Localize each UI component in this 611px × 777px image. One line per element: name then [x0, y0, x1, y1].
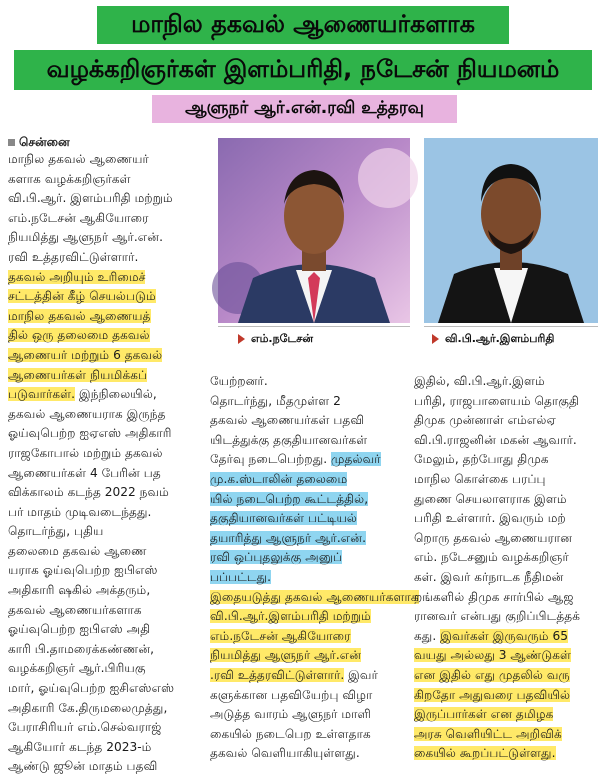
- text-line: ஆகியோர் கடந்த 2023-ம்: [8, 739, 152, 754]
- highlighted-text: ஆணையர்கள் நியமிக்கப்: [8, 367, 148, 382]
- text-line: அதிகாரி கே.திருமலைமுத்து,: [8, 700, 168, 715]
- highlighted-text: மு.க.ஸ்டாலின் தலைமை: [210, 471, 348, 486]
- text-line: ராஜகோபால் மற்றும் தகவல்: [8, 445, 163, 460]
- text-span: தேர்வு நடைபெற்றது.: [210, 452, 332, 467]
- text-line: ரவி உத்தரவிட்டுள்ளார்.: [8, 249, 139, 264]
- text-line: றொரு தகவல் ஆணையரான: [414, 530, 573, 545]
- highlighted-text: எம்.நடேசன் ஆகியோரை: [210, 628, 351, 643]
- highlighted-text: தகவல் அறியும் உரிமைச்: [8, 269, 146, 284]
- photo-caption: [424, 328, 598, 350]
- highlighted-text: .ரவி உத்தரவிட்டுள்ளார்.: [210, 667, 345, 682]
- text-line: தொடர்ந்து, புதிய: [8, 524, 104, 539]
- text-line: தொடர்ந்து, மீதமுள்ள 2: [210, 393, 341, 408]
- text-span: இவர்: [344, 667, 378, 682]
- text-line: [8, 307, 204, 327]
- text-line: களுக்கான பதவியேற்பு விழா: [210, 687, 373, 702]
- article-column-3: [414, 372, 606, 764]
- text-line: பேராசிரியர் எம்.செல்வராஜ்: [8, 720, 162, 735]
- highlighted-text: அரசு வெளியிட்ட அறிவிக்: [414, 726, 562, 741]
- text-line: ஓய்வுபெற்ற ஐஏஎஸ் அதிகாரி: [8, 426, 172, 441]
- text-line: [210, 666, 408, 686]
- caption-text: எம்.நடேசன்: [251, 331, 313, 345]
- caption-text: வி.பி.ஆர்.இளம்பரிதி: [445, 331, 555, 345]
- text-line: [210, 627, 408, 647]
- text-line: [8, 326, 204, 346]
- text-line: பரிதி, ராஜபாளையம் தொகுதி: [414, 393, 580, 408]
- highlighted-text: என இதில் எது முதலில் வரு: [414, 667, 570, 682]
- text-line: யராக ஓய்வுபெற்ற ஐபிஎஸ்: [8, 563, 158, 578]
- headline-line-1: மாநில தகவல் ஆணையர்களாக: [97, 6, 509, 44]
- natesan-photo: [218, 138, 410, 323]
- text-line: தகவல் ஆணையர்களாக: [8, 602, 142, 617]
- text-line: யிடத்துக்கு தகுதியானவர்கள்: [210, 432, 368, 447]
- text-line: [210, 450, 408, 470]
- text-line: [8, 366, 204, 386]
- highlighted-text: பப்பட்டது.: [210, 569, 272, 584]
- highlighted-text: மாநில தகவல் ஆணையத்: [8, 308, 151, 323]
- text-line: [414, 725, 606, 745]
- text-line: ஆணையர்கள் 4 பேரின் பத: [8, 465, 161, 480]
- caption-bullet-icon: [432, 334, 439, 344]
- text-line: திமுக முன்னாள் எம்எல்ஏ: [414, 413, 557, 428]
- photo-caption: [218, 328, 410, 350]
- text-line: யேற்றனர்.: [210, 374, 268, 388]
- text-line: கள். இவர் கர்நாடக நீதிமன்: [414, 569, 564, 584]
- text-line: [414, 705, 606, 725]
- text-line: அடுத்த வாரம் ஆளுநர் மாளி: [210, 707, 372, 722]
- text-line: களாக வழக்கறிஞர்கள்: [8, 171, 131, 186]
- text-line: றங்களில் திமுக சார்பில் ஆஜ: [414, 589, 574, 604]
- dateline-text: சென்னை: [19, 135, 70, 149]
- headline-subtitle: ஆளுநர் ஆர்.என்.ரவி உத்தரவு: [152, 95, 457, 123]
- text-line: [210, 490, 408, 510]
- article-column-1: [8, 150, 204, 777]
- highlighted-text: ஆணையர் மற்றும் 6 தகவல்: [8, 347, 163, 362]
- highlighted-text: வி.பி.ஆர்.இளம்பரிதி மற்றும்: [210, 609, 371, 624]
- paragraph: [8, 268, 204, 523]
- highlighted-text: ரவி ஒப்புதலுக்கு அனுப்: [210, 550, 343, 565]
- text-line: தகவல் வெளியாகியுள்ளது.: [210, 746, 360, 761]
- dateline: [8, 135, 70, 151]
- text-line: [210, 529, 408, 549]
- text-line: இதில், வி.பி.ஆர்.இளம்: [414, 374, 545, 388]
- highlighted-text: படுவார்கள்.: [8, 387, 76, 402]
- text-line: [8, 346, 204, 366]
- highlighted-text: இருப்பார்கள் என தமிழக: [414, 707, 554, 722]
- article-column-2: [210, 372, 419, 764]
- text-line: [210, 588, 419, 608]
- headline-line-2: வழக்கறிஞர்கள் இளம்பரிதி, நடேசன் நியமனம்: [14, 50, 592, 90]
- text-line: [210, 470, 408, 490]
- highlighted-text: இதையடுத்து தகவல் ஆணையர்களாக: [210, 589, 419, 604]
- highlighted-text: நியமித்து ஆளுநர் ஆர்.என்: [210, 648, 362, 663]
- dateline-square-icon: [8, 139, 15, 146]
- text-line: கையில் நடைபெற உள்ளதாக: [210, 726, 371, 741]
- highlighted-text: இவர்கள் இருவரும் 65: [440, 628, 568, 643]
- highlighted-text: தயாரித்து ஆளுநர் ஆர்.என்.: [210, 530, 366, 545]
- text-line: வழக்கறிஞர் ஆர்.பிரியகு: [8, 661, 146, 676]
- text-line: காரி பி.தாமரைக்கண்ணன்,: [8, 641, 155, 656]
- text-line: [8, 385, 204, 405]
- text-line: ஓய்வுபெற்ற ஐபிஎஸ் அதி: [8, 622, 151, 637]
- text-line: மாநில கொள்கை பரப்பு: [414, 471, 546, 486]
- caption-bullet-icon: [238, 334, 245, 344]
- highlighted-text: தில் ஒரு தலைமை தகவல்: [8, 328, 150, 343]
- text-line: வி.பி.ஆர். இளம்பரிதி மற்றும்: [8, 191, 173, 206]
- text-line: துணை செயலாளராக இளம்: [414, 491, 567, 506]
- text-line: தகவல் ஆணையர்கள் பதவி: [210, 413, 365, 428]
- text-line: விக்காலம் கடந்த 2022 நவம்: [8, 485, 169, 500]
- text-line: மார், ஓய்வுபெற்ற ஐசிஎஸ்எஸ்: [8, 681, 175, 696]
- text-line: வி.பி.ராஜனின் மகன் ஆவார்.: [414, 432, 577, 447]
- text-line: பரிதி உள்ளார். இவரும் மற்: [414, 511, 566, 526]
- text-line: அதிகாரி ஷகில் அக்தரும்,: [8, 583, 151, 598]
- text-line: [414, 627, 606, 647]
- text-line: [8, 287, 204, 307]
- highlighted-text: முதல்வர்: [331, 452, 381, 467]
- highlighted-text: கையில் கூறப்பட்டுள்ளது.: [414, 746, 556, 761]
- text-line: [210, 509, 408, 529]
- text-line: தலைமை தகவல் ஆணை: [8, 543, 147, 558]
- text-line: மேலும், தற்போது திமுக: [414, 452, 549, 467]
- text-line: எம்.நடேசன் ஆகியோரை: [8, 210, 149, 225]
- text-line: தகவல் ஆணையராக இருந்த: [8, 406, 166, 421]
- highlighted-text: வயது அல்லது 3 ஆண்டுகள்: [414, 648, 571, 663]
- text-line: [210, 548, 408, 568]
- caption-rule: [218, 326, 410, 327]
- text-line: [210, 607, 408, 627]
- text-line: ஆண்டு ஜூன் மாதம் பதவி: [8, 759, 158, 774]
- ilamparithi-photo: [424, 138, 598, 323]
- highlighted-text: கிறதோ அதுவரை பதவியில்: [414, 687, 571, 702]
- text-line: [414, 646, 606, 666]
- highlighted-text: யில் நடைபெற்ற கூட்டத்தில்,: [210, 491, 369, 506]
- paragraph: [8, 522, 204, 777]
- text-line: எம். நடேசனும் வழக்கறிஞர்: [414, 550, 569, 565]
- text-line: [414, 666, 606, 686]
- highlighted-text: தகுதியானவர்கள் பட்டியல்: [210, 511, 358, 526]
- text-line: பர் மாதம் முடிவடைந்தது.: [8, 504, 152, 519]
- text-line: [414, 744, 606, 764]
- text-line: நியமித்து ஆளுநர் ஆர்.என்.: [8, 230, 163, 245]
- text-line: [8, 268, 204, 288]
- text-line: [414, 686, 606, 706]
- text-line: மாநில தகவல் ஆணையர்: [8, 152, 149, 166]
- text-line: [210, 568, 408, 588]
- text-line: ரானவர் என்பது குறிப்பிடத்தக்: [414, 609, 581, 624]
- text-line: [210, 646, 408, 666]
- caption-rule: [424, 326, 598, 327]
- text-span: இந்நிலையில்,: [75, 387, 157, 402]
- highlighted-text: சட்டத்தின் கீழ் செயல்படும்: [8, 289, 156, 304]
- paragraph: [8, 150, 204, 268]
- text-span: கது.: [414, 628, 441, 643]
